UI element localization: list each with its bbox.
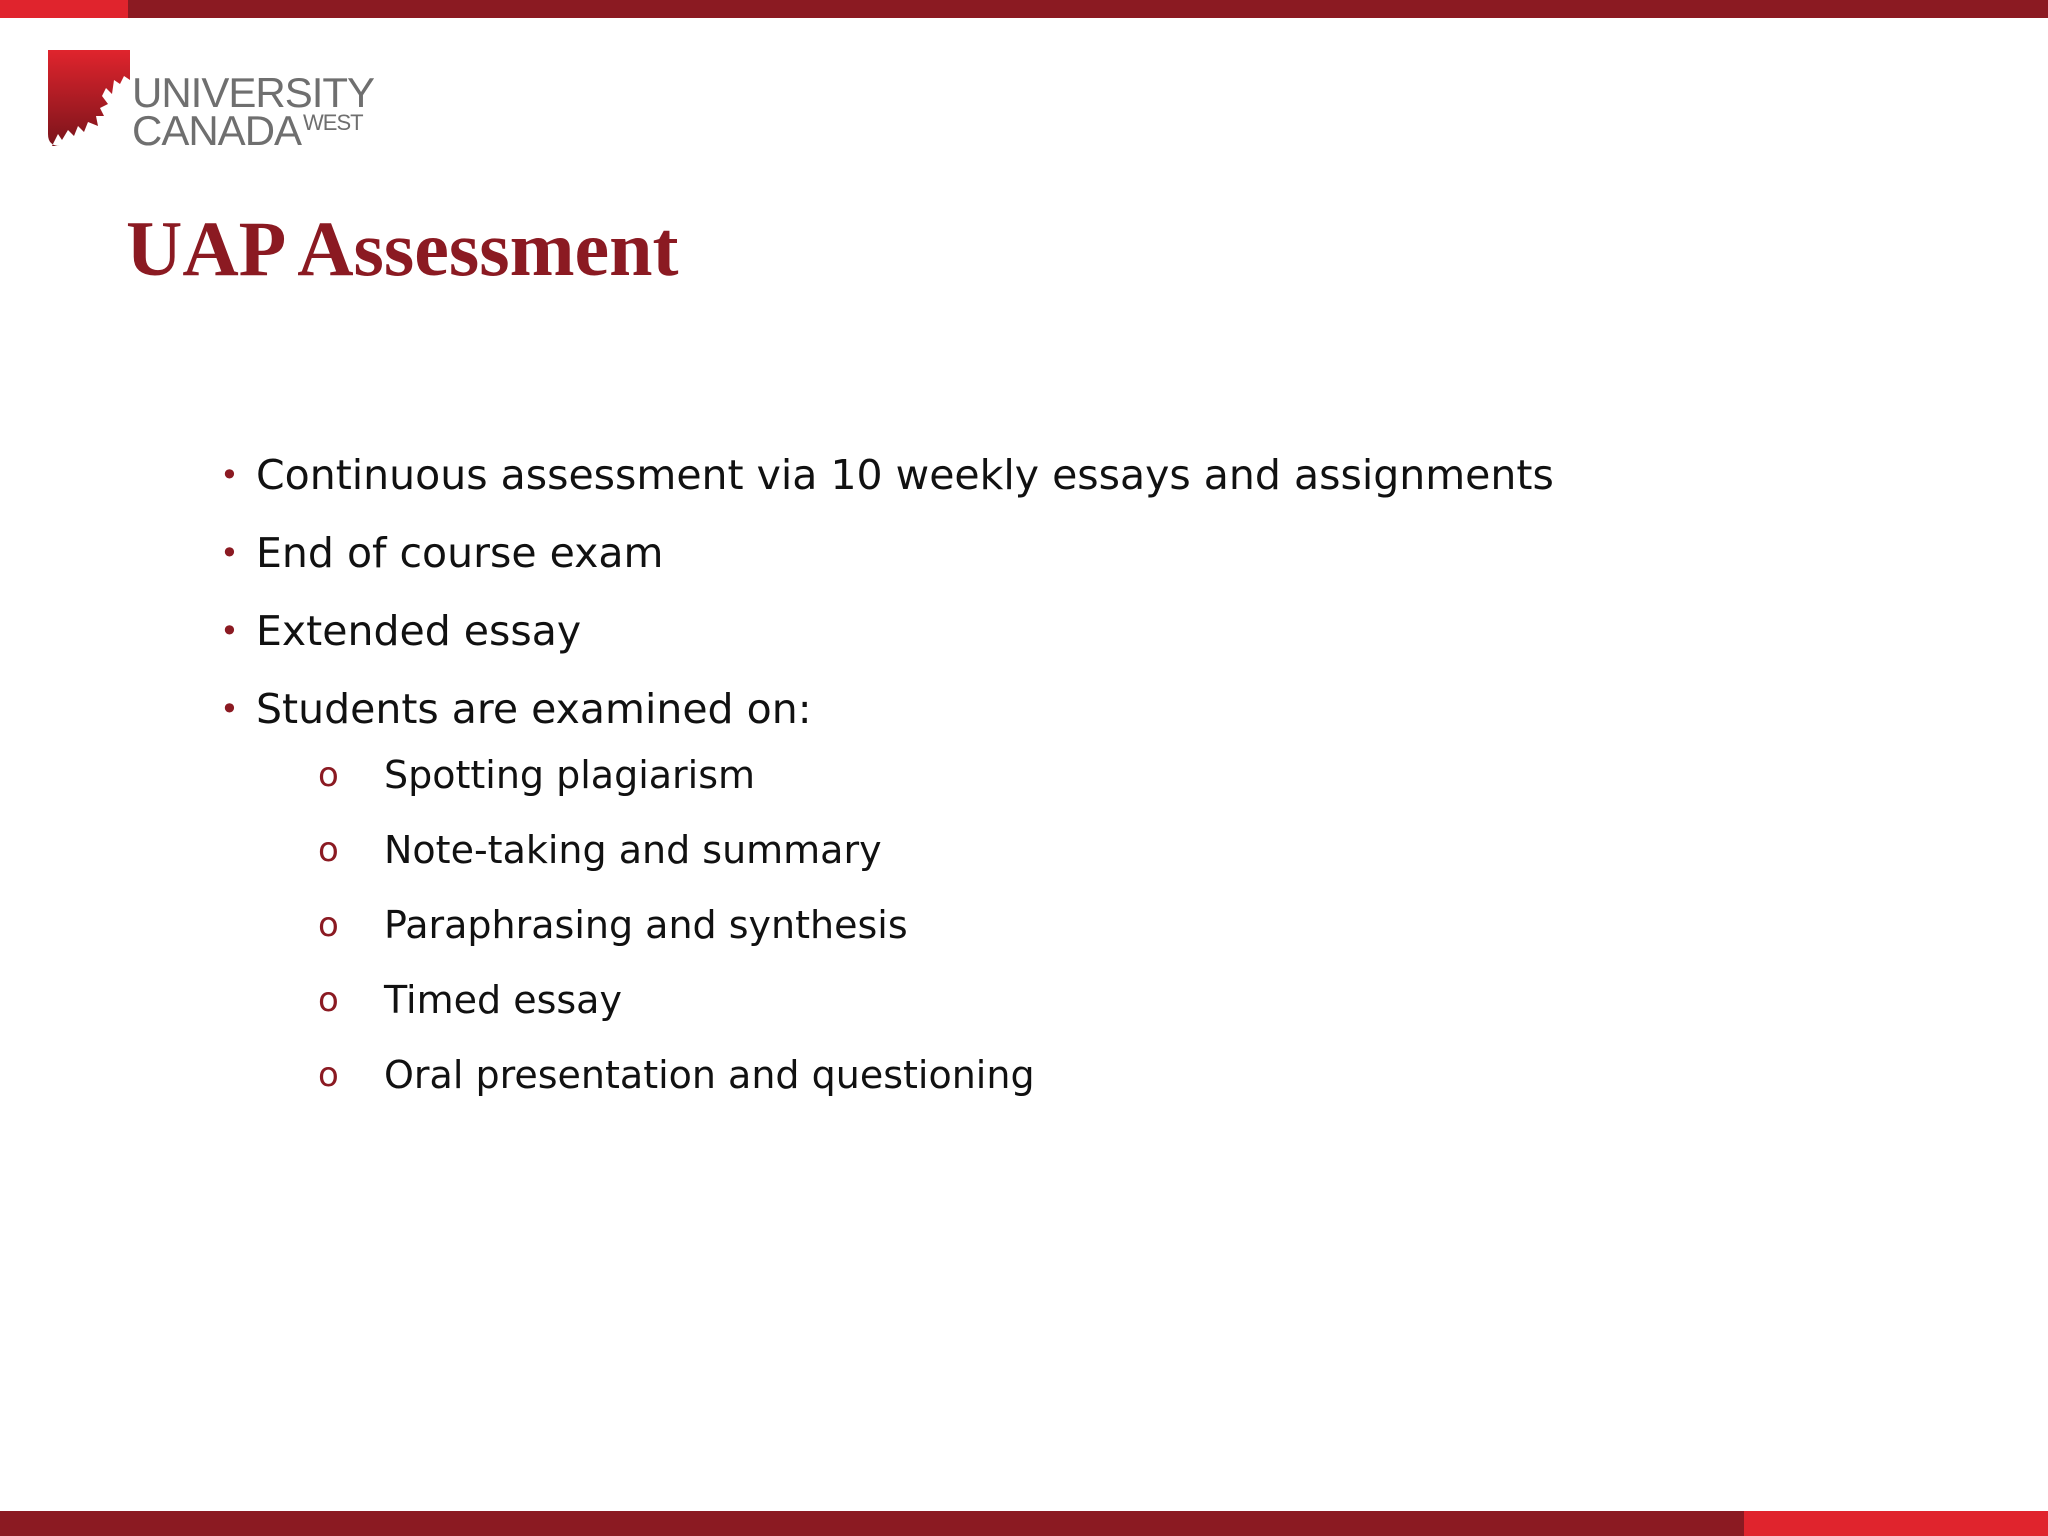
bullet-item [216, 670, 1554, 748]
sub-bullet-item [318, 813, 1035, 888]
hollow-circle-bullet-icon: o [318, 830, 339, 870]
sub-bullet-text: Spotting plagiarism [384, 753, 756, 797]
bullet-text: Continuous assessment via 10 weekly essays and assignments [256, 451, 1554, 499]
hollow-circle-bullet-icon: o [318, 905, 339, 945]
bullet-text: Extended essay [256, 607, 582, 655]
bottom-accent-bar [1744, 1511, 2048, 1536]
maple-leaf-logo-icon [48, 50, 130, 146]
logo-word-canada: CANADA [132, 107, 302, 154]
hollow-circle-bullet-icon: o [318, 980, 339, 1020]
bullet-icon: • [220, 612, 239, 650]
bullet-icon: • [220, 456, 239, 494]
bullet-text: Students are examined on: [256, 685, 812, 733]
top-bar [128, 0, 2048, 18]
sub-bullet-item [318, 888, 1035, 963]
bullet-item [216, 592, 1554, 670]
slide-title: UAP Assessment [126, 205, 679, 292]
sub-bullet-text: Oral presentation and questioning [384, 1053, 1035, 1097]
sub-bullet-text: Timed essay [384, 978, 622, 1022]
logo-wordmark [132, 69, 375, 154]
bullet-item [216, 436, 1554, 514]
top-accent-bar [0, 0, 128, 18]
bullet-text: End of course exam [256, 529, 664, 577]
hollow-circle-bullet-icon: o [318, 1055, 339, 1095]
logo-line-canada [132, 107, 374, 154]
bullet-list [216, 436, 1554, 748]
bullet-icon: • [220, 690, 239, 728]
bullet-icon: • [220, 534, 239, 572]
sub-bullet-item [318, 963, 1035, 1038]
hollow-circle-bullet-icon: o [318, 755, 339, 795]
sub-bullet-item [318, 1038, 1035, 1113]
sub-bullet-item [318, 738, 1035, 813]
logo-line-university: UNIVERSITY [132, 69, 375, 116]
university-logo [48, 50, 398, 154]
bottom-bar [0, 1511, 1744, 1536]
sub-bullet-text: Note-taking and summary [384, 828, 882, 872]
sub-bullet-list [318, 738, 1035, 1113]
sub-bullet-text: Paraphrasing and synthesis [384, 903, 908, 947]
bullet-item [216, 514, 1554, 592]
logo-word-west: WEST [303, 110, 363, 135]
